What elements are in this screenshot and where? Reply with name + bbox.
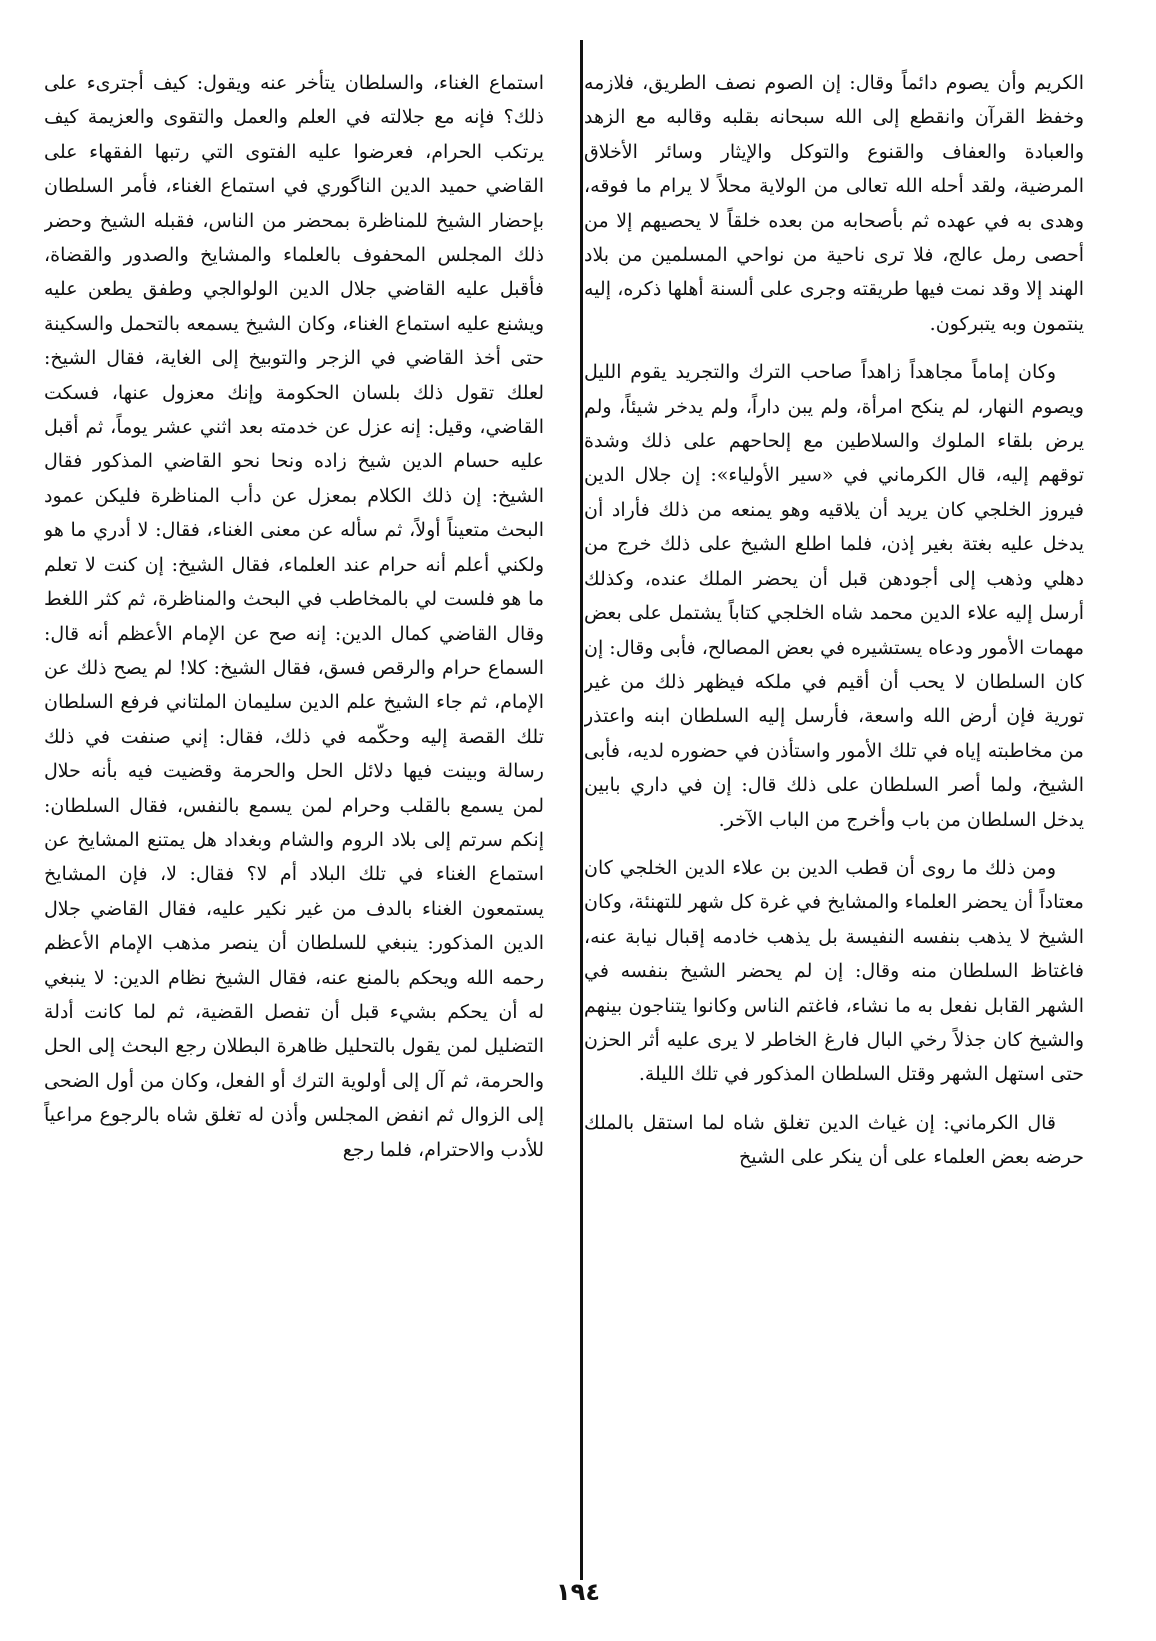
page-number: ١٩٤ [556, 1578, 600, 1606]
paragraph: وكان إماماً مجاهداً زاهداً صاحب الترك والتجريد يقوم الليل ويصوم النهار، لم ينكح امرأة، ولم يبن داراً، ولم يدخر شيئاً، ولم يرض بلقاء الملوك والسلاطين مع إلحاحهم على ذلك وشدة توقهم إليه، قال الكرماني في «سير الأولياء»: إن جلال الدين فيروز الخلجي كان يريد أن يلاقيه وهو يمنعه من ذلك فأراد أن يدخل عليه بغتة بغير إذن، فلما اطلع الشيخ على ذلك خرج من دهلي وذهب إلى أجودهن قبل أن يحضر الملك عنده، وكذلك أرسل إليه علاء الدين محمد شاه الخلجي كتاباً يشتمل على بعض مهمات الأمور ودعاه يستشيره في بعض المصالح، فأبى وقال: إن كان السلطان لا يحب أن أقيم في ملكه فيظهر ذلك من غير تورية فإن أرض الله واسعة، فأرسل إليه السلطان ابنه واعتذر من مخاطبته إياه في تلك الأمور واستأذن في حضوره لديه، فأبى الشيخ، ولما أصر السلطان على ذلك قال: إن في داري بابين يدخل السلطان من باب وأخرج من الباب الآخر. [584, 361, 1084, 831]
column-divider [580, 40, 583, 1580]
paragraph: استماع الغناء، والسلطان يتأخر عنه ويقول: كيف أجترىء على ذلك؟ فإنه مع جلالته في العلم والعمل والتقوى والعزيمة كيف يرتكب الحرام، فعرضوا عليه الفتوى التي رتبها الفقهاء على القاضي حميد الدين الناگوري في استماع الغناء، فأمر السلطان بإحضار الشيخ للمناظرة بمحضر من الناس، فقبله الشيخ وحضر ذلك المجلس المحفوف بالعلماء والمشايخ والصدور والقضاة، فأقبل عليه القاضي جلال الدين الولوالجي وطفق يطعن عليه ويشنع عليه استماع الغناء، وكان الشيخ يسمعه بالتحمل والسكينة حتى أخذ القاضي في الزجر والتوبيخ إلى الغاية، فقال الشيخ: لعلك تقول ذلك بلسان الحكومة وإنك معزول عنها، فسكت القاضي، وقيل: إنه عزل عن خدمته بعد اثني عشر يوماً، ثم أقبل عليه حسام الدين شيخ زاده ونحا نحو القاضي المذكور فقال الشيخ: إن ذلك الكلام بمعزل عن دأب المناظرة فليكن عمود البحث متعيناً أولاً، ثم سأله عن معنى الغناء، فقال: لا أدري ما هو ولكني أعلم أنه حرام عند العلماء، فقال الشيخ: إن كنت لا تعلم ما هو فلست لي بالمخاطب في البحث والمناظرة، ثم كثر اللغط وقال القاضي كمال الدين: إنه صح عن الإمام الأعظم أنه قال: السماع حرام والرقص فسق، فقال الشيخ: كلا! لم يصح ذلك عن الإمام، ثم جاء الشيخ علم الدين سليمان الملتاني فرفع السلطان تلك القصة إليه وحكّمه في ذلك، فقال: إني صنفت في ذلك رسالة وبينت فيها دلائل الحل والحرمة وقضيت فيه بأنه حلال لمن يسمع بالقلب وحرام لمن يسمع بالنفس، فقال السلطان: إنكم سرتم إلى بلاد الروم والشام وبغداد هل يمتنع المشايخ عن استماع الغناء في تلك البلاد أم لا؟ فقال: لا، فإن المشايخ يستمعون الغناء بالدف من غير نكير عليه، فقال القاضي جلال الدين المذكور: ينبغي للسلطان أن ينصر مذهب الإمام الأعظم رحمه الله ويحكم بالمنع عنه، فقال الشيخ نظام الدين: لا ينبغي له أن يحكم بشيء قبل أن تفصل القضية، ثم لما كانت أدلة التضليل لمن يقول بالتحليل ظاهرة البطلان رجع البحث إلى الحل والحرمة، ثم آل إلى أولوية الترك أو الفعل، وكان من أول الضحى إلى الزوال ثم انفض المجلس وأذن له تغلق شاه بالرجوع مراعياً للأدب والاحترام، فلما رجع [44, 72, 544, 1161]
paragraph: قال الكرماني: إن غياث الدين تغلق شاه لما استقل بالملك حرضه بعض العلماء على أن ينكر على الشيخ [584, 1111, 1084, 1169]
left-text-column [44, 66, 544, 1546]
paragraph: الكريم وأن يصوم دائماً وقال: إن الصوم نصف الطريق، فلازمه وخفظ القرآن وانقطع إلى الله سبحانه بقلبه وقالبه مع الزهد والعبادة والعفاف والقنوع والتوكل والإيثار وسائر الأخلاق المرضية، ولقد أحله الله تعالى من الولاية محلاً لا يرام ما فوقه، وهدى به في عهده ثم بأصحابه من بعده خلقاً لا يحصيهم إلا من أحصى رمل عالج، فلا ترى ناحية من نواحي المسلمين من بلاد الهند إلا وقد نمت فيها طريقته وجرى على ألسنة أهلها ذكره، إليه ينتمون وبه يتبركون. [584, 72, 1084, 335]
paragraph: ومن ذلك ما روى أن قطب الدين بن علاء الدين الخلجي كان معتاداً أن يحضر العلماء والمشايخ في غرة كل شهر للتهنئة، وكان الشيخ لا يذهب بنفسه النفيسة بل يذهب خادمه إقبال نيابة عنه، فاغتاظ السلطان منه وقال: إن لم يحضر الشيخ بنفسه في الشهر القابل نفعل به ما نشاء، فاغتم الناس وكانوا يتناجون بينهم والشيخ كان جذلاً رخي البال فارغ الخاطر لا يرى عليه أثر الحزن حتى استهل الشهر وقتل السلطان المذكور في تلك الليلة. [584, 856, 1084, 1086]
right-text-column [584, 66, 1084, 1546]
